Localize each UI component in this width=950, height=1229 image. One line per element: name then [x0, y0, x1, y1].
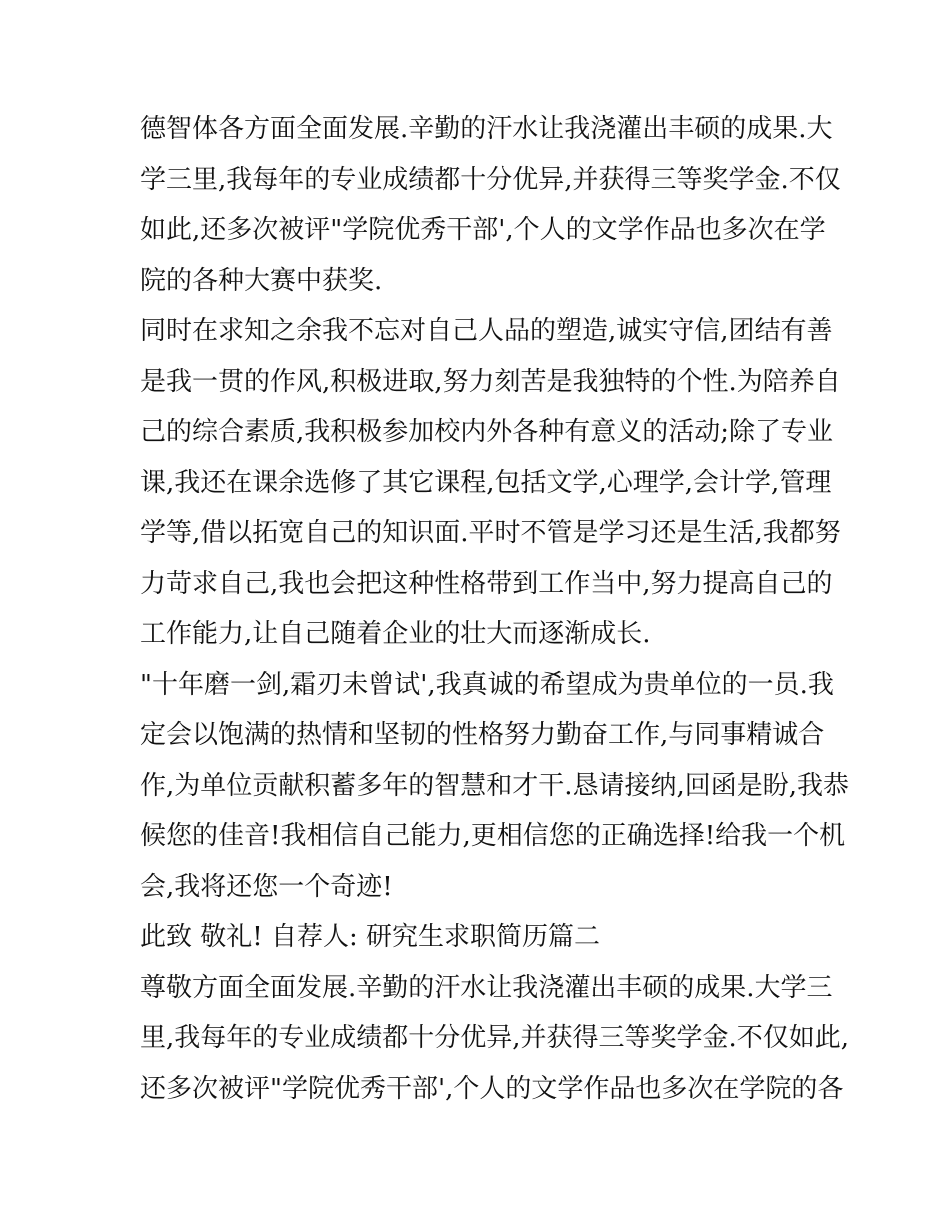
text-line: 学等,借以拓宽自己的知识面.平时不管是学习还是生活,我都努 — [140, 518, 841, 548]
text-line: 力苛求自己,我也会把这种性格带到工作当中,努力提高自己的 — [140, 568, 833, 599]
text-line: 定会以饱满的热情和坚韧的性格努力勤奋工作,与同事精诚合 — [140, 720, 825, 750]
text-line: 同时在求知之余我不忘对自己人品的塑造,诚实守信,团结有善 — [140, 316, 833, 346]
text-line: 作,为单位贡献积蓄多年的智慧和才干.恳请接纳,回函是盼,我恭 — [140, 770, 850, 801]
text-line: 此致 敬礼! 自荐人: 研究生求职简历篇二 — [140, 922, 601, 952]
text-line: "十年磨一剑,霜刃未曾试',我真诚的希望成为贵单位的一员.我 — [140, 669, 834, 700]
body-text — [140, 104, 850, 1114]
text-line: 是我一贯的作风,积极进取,努力刻苦是我独特的个性.为陪养自 — [140, 366, 841, 397]
text-line: 候您的佳音!我相信自己能力,更相信您的正确选择!给我一个机 — [140, 821, 846, 851]
text-line: 工作能力,让自己随着企业的壮大而逐渐成长. — [140, 619, 651, 649]
text-line: 里,我每年的专业成绩都十分优异,并获得三等奖学金.不仅如此, — [140, 1023, 850, 1053]
text-line: 尊敬方面全面发展.辛勤的汗水让我浇灌出丰硕的成果.大学三 — [140, 972, 833, 1003]
text-line: 还多次被评"学院优秀干部',个人的文学作品也多次在学院的各 — [140, 1073, 844, 1104]
text-line: 课,我还在课余选修了其它课程,包括文学,心理学,会计学,管理 — [140, 467, 832, 498]
text-line: 德智体各方面全面发展.辛勤的汗水让我浇灌出丰硕的成果.大 — [140, 114, 833, 144]
text-line: 院的各种大赛中获奖. — [140, 265, 383, 296]
text-line: 会,我将还您一个奇迹! — [140, 871, 393, 902]
text-line: 学三里,我每年的专业成绩都十分优异,并获得三等奖学金.不仅 — [140, 164, 841, 195]
text-line: 己的综合素质,我积极参加校内外各种有意义的活动;除了专业 — [140, 417, 834, 447]
text-line: 如此,还多次被评"学院优秀干部',个人的文学作品也多次在学 — [140, 215, 826, 245]
